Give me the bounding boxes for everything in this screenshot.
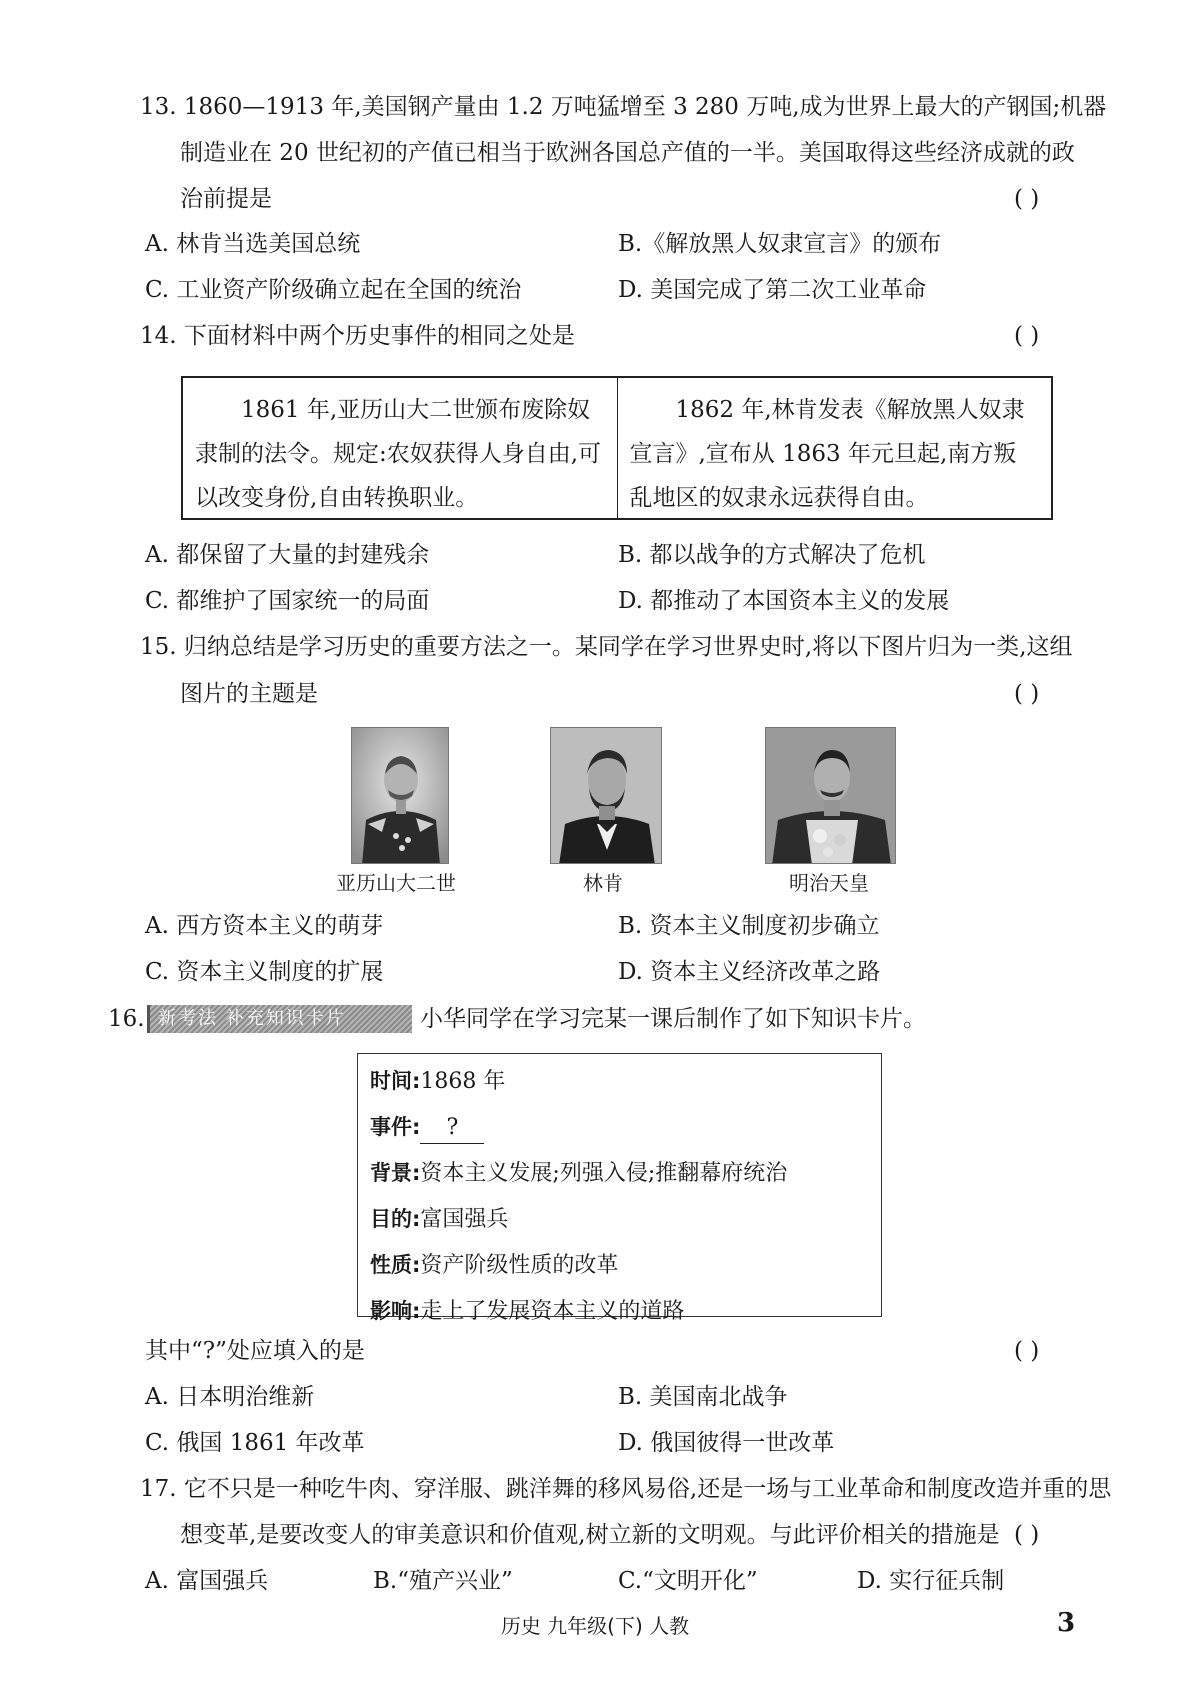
card-row-purpose: 目的:富国强兵	[370, 1207, 509, 1232]
card-row-event: 事件: ?	[370, 1104, 881, 1150]
q14-option-b[interactable]: B. 都以战争的方式解决了危机	[618, 542, 926, 568]
q15-line-1: 15. 归纳总结是学习历史的重要方法之一。某同学在学习世界史时,将以下图片归为一类,这组	[140, 634, 1073, 660]
q13-option-d[interactable]: D. 美国完成了第二次工业革命	[618, 277, 927, 303]
q13-answer-blank[interactable]: ( )	[1014, 186, 1040, 212]
portrait-alexander-ii-image	[351, 727, 449, 864]
page-number: 3	[1057, 1608, 1076, 1638]
q13-line-1: 13. 1860—1913 年,美国钢产量由 1.2 万吨猛增至 3 280 万吨,成为世界上最大的产钢国;机器	[140, 94, 1107, 120]
q15-option-d[interactable]: D. 资本主义经济改革之路	[618, 959, 881, 985]
q16-option-c[interactable]: C. 俄国 1861 年改革	[145, 1430, 365, 1456]
card-row-background: 背景:资本主义发展;列强入侵;推翻幕府统治	[370, 1161, 788, 1186]
q17-line-2: 想变革,是要改变人的审美意识和价值观,树立新的文明观。与此评价相关的措施是	[180, 1522, 1000, 1548]
q16-option-b[interactable]: B. 美国南北战争	[618, 1384, 788, 1410]
q15-option-b[interactable]: B. 资本主义制度初步确立	[618, 913, 880, 939]
q14-option-a[interactable]: A. 都保留了大量的封建残余	[145, 542, 430, 568]
q13-option-b[interactable]: B.《解放黑人奴隶宣言》的颁布	[618, 231, 942, 257]
q16-new-exam-tag: 新考法 补充知识卡片	[147, 1005, 412, 1033]
q17-option-c[interactable]: C.“文明开化”	[618, 1568, 758, 1594]
q16-stem: 小华同学在学习完某一课后制作了如下知识卡片。	[420, 1006, 926, 1032]
q15-option-c[interactable]: C. 资本主义制度的扩展	[145, 959, 384, 985]
portrait-lincoln-image	[550, 727, 662, 864]
q15-answer-blank[interactable]: ( )	[1014, 681, 1040, 707]
card-event-blank: ?	[420, 1113, 484, 1144]
q14-answer-blank[interactable]: ( )	[1014, 323, 1040, 349]
q17-option-d[interactable]: D. 实行征兵制	[857, 1568, 1005, 1594]
q17-line-1: 17. 它不只是一种吃牛肉、穿洋服、跳洋舞的移风易俗,还是一场与工业革命和制度改造并重的思	[140, 1476, 1112, 1502]
card-row-impact: 影响:走上了发展资本主义的道路	[370, 1299, 685, 1324]
q16-answer-blank[interactable]: ( )	[1014, 1338, 1040, 1364]
card-row-nature: 性质:资产阶级性质的改革	[370, 1253, 619, 1278]
q15-line-2: 图片的主题是	[180, 681, 318, 707]
q16-option-d[interactable]: D. 俄国彼得一世改革	[618, 1430, 835, 1456]
caption-meiji-emperor: 明治天皇	[789, 871, 869, 895]
q17-option-a[interactable]: A. 富国强兵	[145, 1568, 269, 1594]
q16-option-a[interactable]: A. 日本明治维新	[145, 1384, 315, 1410]
q14-option-c[interactable]: C. 都维护了国家统一的局面	[145, 588, 430, 614]
q16-number: 16.	[108, 1006, 145, 1032]
caption-alexander-ii: 亚历山大二世	[336, 871, 456, 895]
q14-material-table	[181, 376, 1053, 520]
q13-line-2: 制造业在 20 世纪初的产值已相当于欧洲各国总产值的一半。美国取得这些经济成就的政	[180, 140, 1075, 166]
q17-option-b[interactable]: B.“殖产兴业”	[373, 1568, 513, 1594]
q13-option-a[interactable]: A. 林肯当选美国总统	[145, 231, 361, 257]
page-footer: 历史 九年级(下) 人教	[500, 1614, 690, 1638]
q16-knowledge-card	[357, 1053, 882, 1324]
caption-lincoln: 林肯	[583, 871, 623, 895]
card-row-time: 时间:1868 年	[370, 1069, 506, 1094]
q14-material-left: 1861 年,亚历山大二世颁布废除奴隶制的法令。规定:农奴获得人身自由,可以改变身份,自由转换职业。	[195, 397, 602, 511]
q13-line-3: 治前提是	[180, 186, 272, 212]
q14-stem: 14. 下面材料中两个历史事件的相同之处是	[140, 323, 575, 349]
q14-material-right: 1862 年,林肯发表《解放黑人奴隶宣言》,宣布从 1863 年元旦起,南方叛乱地区的奴隶永远获得自由。	[617, 378, 1052, 518]
q13-option-c[interactable]: C. 工业资产阶级确立起在全国的统治	[145, 277, 522, 303]
q15-option-a[interactable]: A. 西方资本主义的萌芽	[145, 913, 384, 939]
q14-option-d[interactable]: D. 都推动了本国资本主义的发展	[618, 588, 950, 614]
q16-question: 其中“?”处应填入的是	[145, 1338, 365, 1364]
portrait-meiji-emperor-image	[765, 727, 896, 864]
q17-answer-blank[interactable]: ( )	[1014, 1522, 1040, 1548]
